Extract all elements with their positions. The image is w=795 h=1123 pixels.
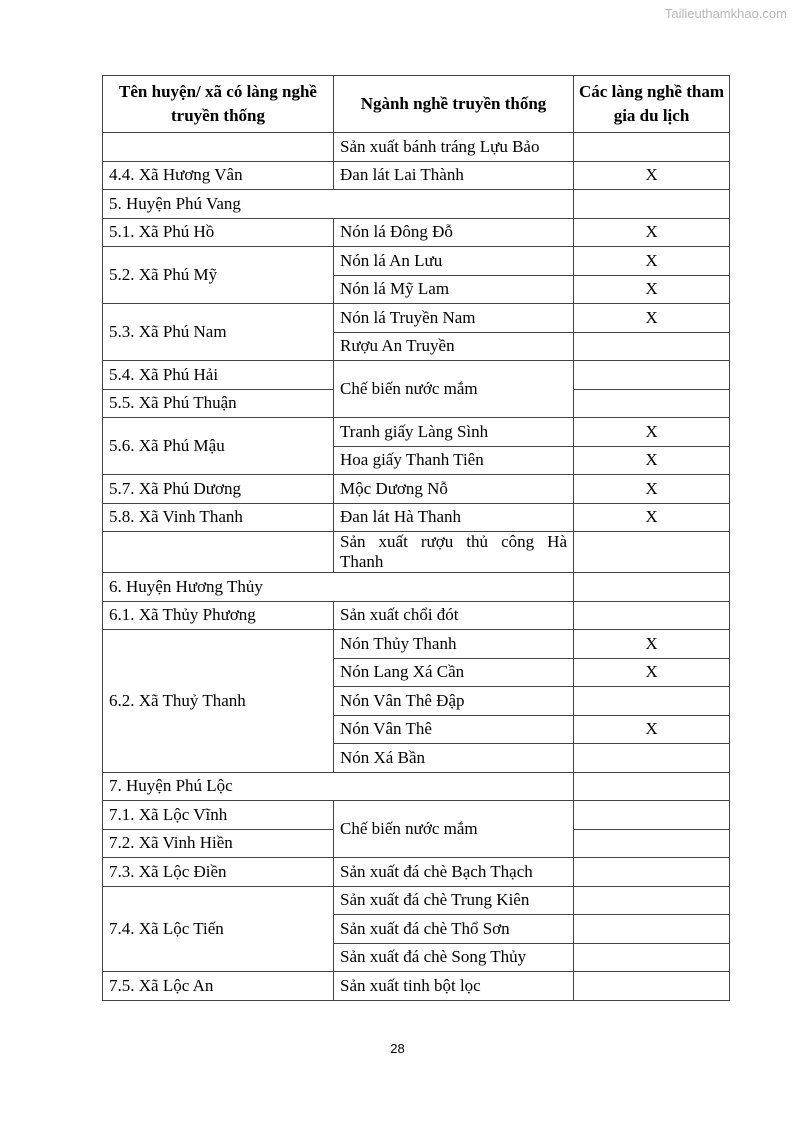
table-row (103, 503, 730, 532)
cell-commune: 6.1. Xã Thủy Phương (103, 601, 334, 630)
cell-commune (103, 532, 334, 573)
table-row (103, 218, 730, 247)
table-row (103, 858, 730, 887)
cell-commune: 7.2. Xã Vinh Hiền (103, 829, 334, 858)
cell-commune: 5.5. Xã Phú Thuận (103, 389, 334, 418)
table-row (103, 133, 730, 162)
cell-craft: Sản xuất rượu thủ công Hà Thanh (334, 532, 574, 573)
cell-craft: Rượu An Truyền (334, 332, 574, 361)
table-row-district (103, 573, 730, 602)
cell-commune: 5.8. Xã Vinh Thanh (103, 503, 334, 532)
cell-commune: 5.2. Xã Phú Mỹ (103, 247, 334, 304)
cell-craft: Chế biến nước mắm (334, 361, 574, 418)
table-row (103, 361, 730, 390)
cell-tourism: X (574, 247, 730, 276)
table-row (103, 161, 730, 190)
craft-villages-table (102, 75, 730, 1001)
cell-craft: Đan lát Lai Thành (334, 161, 574, 190)
cell-commune: 7.4. Xã Lộc Tiến (103, 886, 334, 972)
table-row (103, 475, 730, 504)
cell-tourism (574, 744, 730, 773)
cell-tourism (574, 389, 730, 418)
cell-tourism (574, 532, 730, 573)
cell-craft: Nón Xá Bần (334, 744, 574, 773)
cell-commune: 5.1. Xã Phú Hồ (103, 218, 334, 247)
header-tourism-villages: Các làng nghề tham gia du lịch (574, 76, 730, 133)
header-district-commune: Tên huyện/ xã có làng nghề truyền thống (103, 76, 334, 133)
cell-craft: Sản xuất tinh bột lọc (334, 972, 574, 1001)
cell-tourism (574, 332, 730, 361)
cell-craft: Nón Lang Xá Cần (334, 658, 574, 687)
cell-district: 7. Huyện Phú Lộc (103, 772, 574, 801)
cell-tourism: X (574, 218, 730, 247)
cell-craft: Sản xuất bánh tráng Lựu Bảo (334, 133, 574, 162)
cell-tourism (574, 915, 730, 944)
cell-tourism: X (574, 630, 730, 659)
cell-tourism (574, 133, 730, 162)
cell-craft: Sản xuất đá chè Trung Kiên (334, 886, 574, 915)
cell-tourism: X (574, 275, 730, 304)
cell-district: 6. Huyện Hương Thủy (103, 573, 574, 602)
cell-commune: 5.7. Xã Phú Dương (103, 475, 334, 504)
cell-tourism: X (574, 418, 730, 447)
cell-craft: Tranh giấy Làng Sình (334, 418, 574, 447)
cell-tourism (574, 573, 730, 602)
cell-commune: 4.4. Xã Hương Vân (103, 161, 334, 190)
cell-craft: Nón lá Đông Đỗ (334, 218, 574, 247)
cell-craft: Hoa giấy Thanh Tiên (334, 446, 574, 475)
table-row-district (103, 772, 730, 801)
cell-tourism: X (574, 715, 730, 744)
cell-commune: 5.3. Xã Phú Nam (103, 304, 334, 361)
cell-tourism (574, 361, 730, 390)
table-row (103, 601, 730, 630)
cell-craft: Mộc Dương Nỗ (334, 475, 574, 504)
table-row (103, 886, 730, 915)
cell-commune (103, 133, 334, 162)
cell-craft: Đan lát Hà Thanh (334, 503, 574, 532)
cell-commune: 5.6. Xã Phú Mậu (103, 418, 334, 475)
cell-commune: 7.3. Xã Lộc Điền (103, 858, 334, 887)
header-traditional-craft: Ngành nghề truyền thống (334, 76, 574, 133)
cell-craft: Nón Vân Thê (334, 715, 574, 744)
cell-craft: Nón Vân Thê Đập (334, 687, 574, 716)
cell-tourism: X (574, 161, 730, 190)
table-row (103, 418, 730, 447)
cell-tourism: X (574, 475, 730, 504)
cell-tourism (574, 601, 730, 630)
cell-craft: Sản xuất đá chè Bạch Thạch (334, 858, 574, 887)
cell-tourism (574, 829, 730, 858)
cell-craft: Sản xuất chổi đót (334, 601, 574, 630)
cell-tourism: X (574, 658, 730, 687)
table-row (103, 972, 730, 1001)
cell-tourism (574, 858, 730, 887)
cell-tourism: X (574, 503, 730, 532)
cell-craft: Nón lá Truyền Nam (334, 304, 574, 333)
table-row (103, 304, 730, 333)
cell-commune: 7.5. Xã Lộc An (103, 972, 334, 1001)
table-row (103, 532, 730, 573)
cell-tourism (574, 886, 730, 915)
cell-commune: 5.4. Xã Phú Hải (103, 361, 334, 390)
table-header-row (103, 76, 730, 133)
cell-craft: Nón lá An Lưu (334, 247, 574, 276)
cell-tourism (574, 772, 730, 801)
cell-tourism: X (574, 446, 730, 475)
cell-tourism (574, 943, 730, 972)
cell-craft: Sản xuất đá chè Song Thủy (334, 943, 574, 972)
table-row (103, 630, 730, 659)
table-row-district (103, 190, 730, 219)
cell-district: 5. Huyện Phú Vang (103, 190, 574, 219)
watermark: Tailieuthamkhao.com (664, 6, 787, 21)
cell-craft: Nón Thủy Thanh (334, 630, 574, 659)
cell-tourism (574, 972, 730, 1001)
cell-craft: Chế biến nước mắm (334, 801, 574, 858)
cell-tourism (574, 687, 730, 716)
table-row (103, 801, 730, 830)
cell-tourism (574, 801, 730, 830)
cell-commune: 6.2. Xã Thuỷ Thanh (103, 630, 334, 773)
cell-craft: Nón lá Mỹ Lam (334, 275, 574, 304)
cell-craft: Sản xuất đá chè Thổ Sơn (334, 915, 574, 944)
cell-tourism (574, 190, 730, 219)
cell-tourism: X (574, 304, 730, 333)
table-row (103, 247, 730, 276)
cell-commune: 7.1. Xã Lộc Vĩnh (103, 801, 334, 830)
page-number: 28 (390, 1041, 405, 1056)
